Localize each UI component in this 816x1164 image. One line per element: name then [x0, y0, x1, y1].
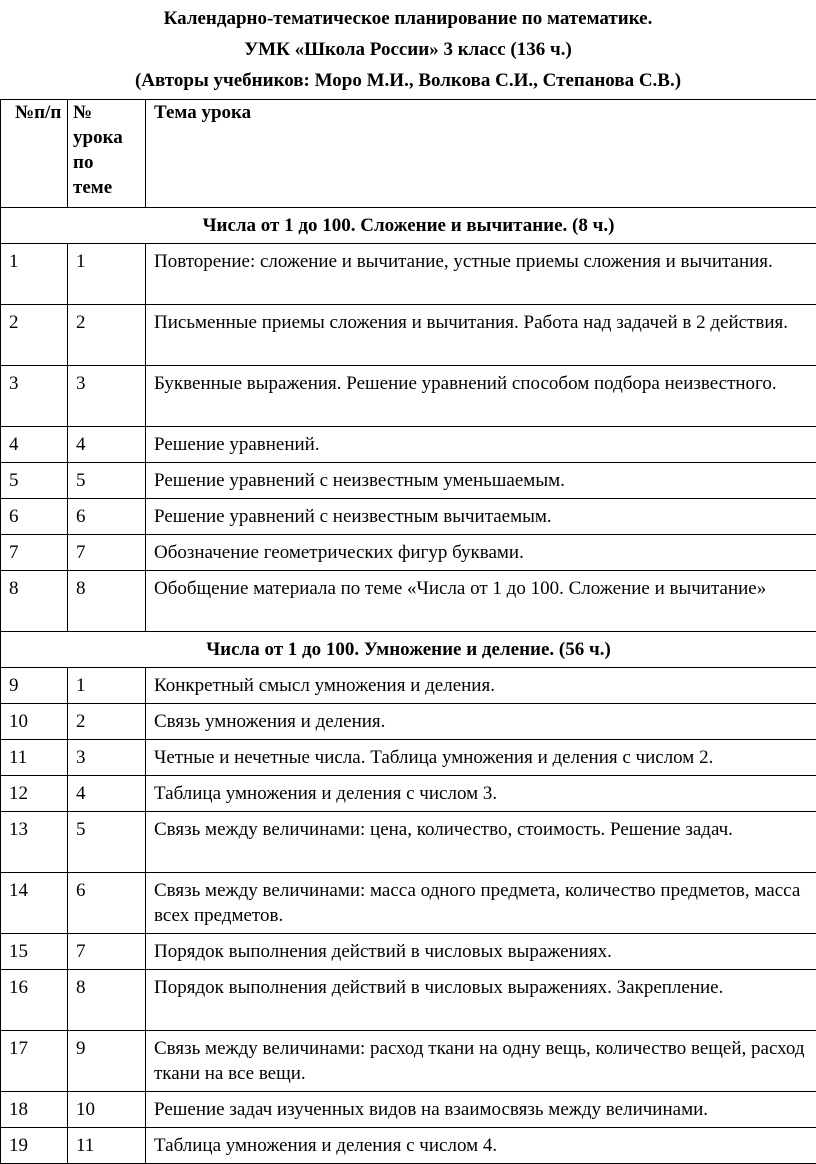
- row-theme: Порядок выполнения действий в числовых выражениях.: [146, 934, 816, 970]
- row-lesson-number: 10: [68, 1092, 146, 1128]
- row-number: 13: [1, 812, 68, 873]
- header-number: №п/п: [1, 100, 68, 208]
- row-number: 14: [1, 873, 68, 934]
- row-number: 17: [1, 1031, 68, 1092]
- table-row: [1, 668, 816, 704]
- row-lesson-number: 4: [68, 776, 146, 812]
- table-row: [1, 776, 816, 812]
- row-lesson-number: 5: [68, 812, 146, 873]
- row-number: 16: [1, 970, 68, 1031]
- section-title: Числа от 1 до 100. Сложение и вычитание. (8 ч.): [1, 208, 816, 244]
- row-theme: Четные и нечетные числа. Таблица умножения и деления с числом 2.: [146, 740, 816, 776]
- section-title: Числа от 1 до 100. Умножение и деление. (56 ч.): [1, 632, 816, 668]
- row-number: 5: [1, 463, 68, 499]
- row-theme: Связь умножения и деления.: [146, 704, 816, 740]
- row-number: 2: [1, 305, 68, 366]
- row-theme: Конкретный смысл умножения и деления.: [146, 668, 816, 704]
- lesson-plan-table: [0, 99, 816, 1164]
- row-lesson-number: 8: [68, 970, 146, 1031]
- row-lesson-number: 8: [68, 571, 146, 632]
- table-row: [1, 704, 816, 740]
- title-line-2: УМК «Школа России» 3 класс (136 ч.): [0, 34, 816, 65]
- section-row: [1, 632, 816, 668]
- header-theme: Тема урока: [146, 100, 816, 208]
- table-row: [1, 1092, 816, 1128]
- row-number: 6: [1, 499, 68, 535]
- table-row: [1, 934, 816, 970]
- row-lesson-number: 4: [68, 427, 146, 463]
- row-number: 11: [1, 740, 68, 776]
- header-lesson-number: [68, 100, 146, 208]
- table-row: [1, 1128, 816, 1164]
- title-line-1: Календарно-тематическое планирование по математике.: [0, 3, 816, 34]
- table-header-row: [1, 100, 816, 208]
- row-lesson-number: 6: [68, 499, 146, 535]
- table-row: [1, 535, 816, 571]
- row-lesson-number: 3: [68, 740, 146, 776]
- table-row: [1, 970, 816, 1031]
- row-number: 15: [1, 934, 68, 970]
- row-lesson-number: 3: [68, 366, 146, 427]
- table-row: [1, 873, 816, 934]
- header-lesson-line-2: урока: [73, 127, 123, 148]
- document-title: [0, 0, 816, 97]
- table-body: [1, 208, 816, 1164]
- row-number: 3: [1, 366, 68, 427]
- row-theme: Решение уравнений с неизвестным вычитаемым.: [146, 499, 816, 535]
- row-lesson-number: 1: [68, 668, 146, 704]
- header-lesson-line-3: по: [73, 152, 93, 173]
- row-number: 1: [1, 244, 68, 305]
- row-theme: Связь между величинами: цена, количество, стоимость. Решение задач.: [146, 812, 816, 873]
- row-lesson-number: 6: [68, 873, 146, 934]
- row-lesson-number: 11: [68, 1128, 146, 1164]
- table-row: [1, 366, 816, 427]
- row-number: 4: [1, 427, 68, 463]
- row-number: 10: [1, 704, 68, 740]
- row-theme: Порядок выполнения действий в числовых выражениях. Закрепление.: [146, 970, 816, 1031]
- row-theme: Связь между величинами: масса одного предмета, количество предметов, масса всех предметов.: [146, 873, 816, 934]
- row-lesson-number: 2: [68, 305, 146, 366]
- row-theme: Таблица умножения и деления с числом 4.: [146, 1128, 816, 1164]
- table-row: [1, 571, 816, 632]
- row-lesson-number: 7: [68, 535, 146, 571]
- table-row: [1, 463, 816, 499]
- table-row: [1, 427, 816, 463]
- row-theme: Обозначение геометрических фигур буквами.: [146, 535, 816, 571]
- row-number: 7: [1, 535, 68, 571]
- row-theme: Связь между величинами: расход ткани на одну вещь, количество вещей, расход ткани на все вещи.: [146, 1031, 816, 1092]
- row-number: 9: [1, 668, 68, 704]
- row-lesson-number: 9: [68, 1031, 146, 1092]
- row-number: 12: [1, 776, 68, 812]
- row-lesson-number: 5: [68, 463, 146, 499]
- row-theme: Таблица умножения и деления с числом 3.: [146, 776, 816, 812]
- table-row: [1, 499, 816, 535]
- table-row: [1, 812, 816, 873]
- table-row: [1, 740, 816, 776]
- row-lesson-number: 1: [68, 244, 146, 305]
- row-theme: Решение уравнений.: [146, 427, 816, 463]
- table-row: [1, 305, 816, 366]
- row-lesson-number: 2: [68, 704, 146, 740]
- row-theme: Буквенные выражения. Решение уравнений способом подбора неизвестного.: [146, 366, 816, 427]
- title-line-3: (Авторы учебников: Моро М.И., Волкова С.И., Степанова С.В.): [0, 65, 816, 96]
- header-lesson-line-1: №: [73, 102, 92, 123]
- row-number: 19: [1, 1128, 68, 1164]
- header-lesson-line-4: теме: [73, 177, 112, 198]
- row-theme: Обобщение материала по теме «Числа от 1 до 100. Сложение и вычитание»: [146, 571, 816, 632]
- table-row: [1, 244, 816, 305]
- row-theme: Письменные приемы сложения и вычитания. Работа над задачей в 2 действия.: [146, 305, 816, 366]
- row-lesson-number: 7: [68, 934, 146, 970]
- row-theme: Решение уравнений с неизвестным уменьшаемым.: [146, 463, 816, 499]
- section-row: [1, 208, 816, 244]
- row-number: 18: [1, 1092, 68, 1128]
- table-row: [1, 1031, 816, 1092]
- row-theme: Повторение: сложение и вычитание, устные приемы сложения и вычитания.: [146, 244, 816, 305]
- row-theme: Решение задач изученных видов на взаимосвязь между величинами.: [146, 1092, 816, 1128]
- row-number: 8: [1, 571, 68, 632]
